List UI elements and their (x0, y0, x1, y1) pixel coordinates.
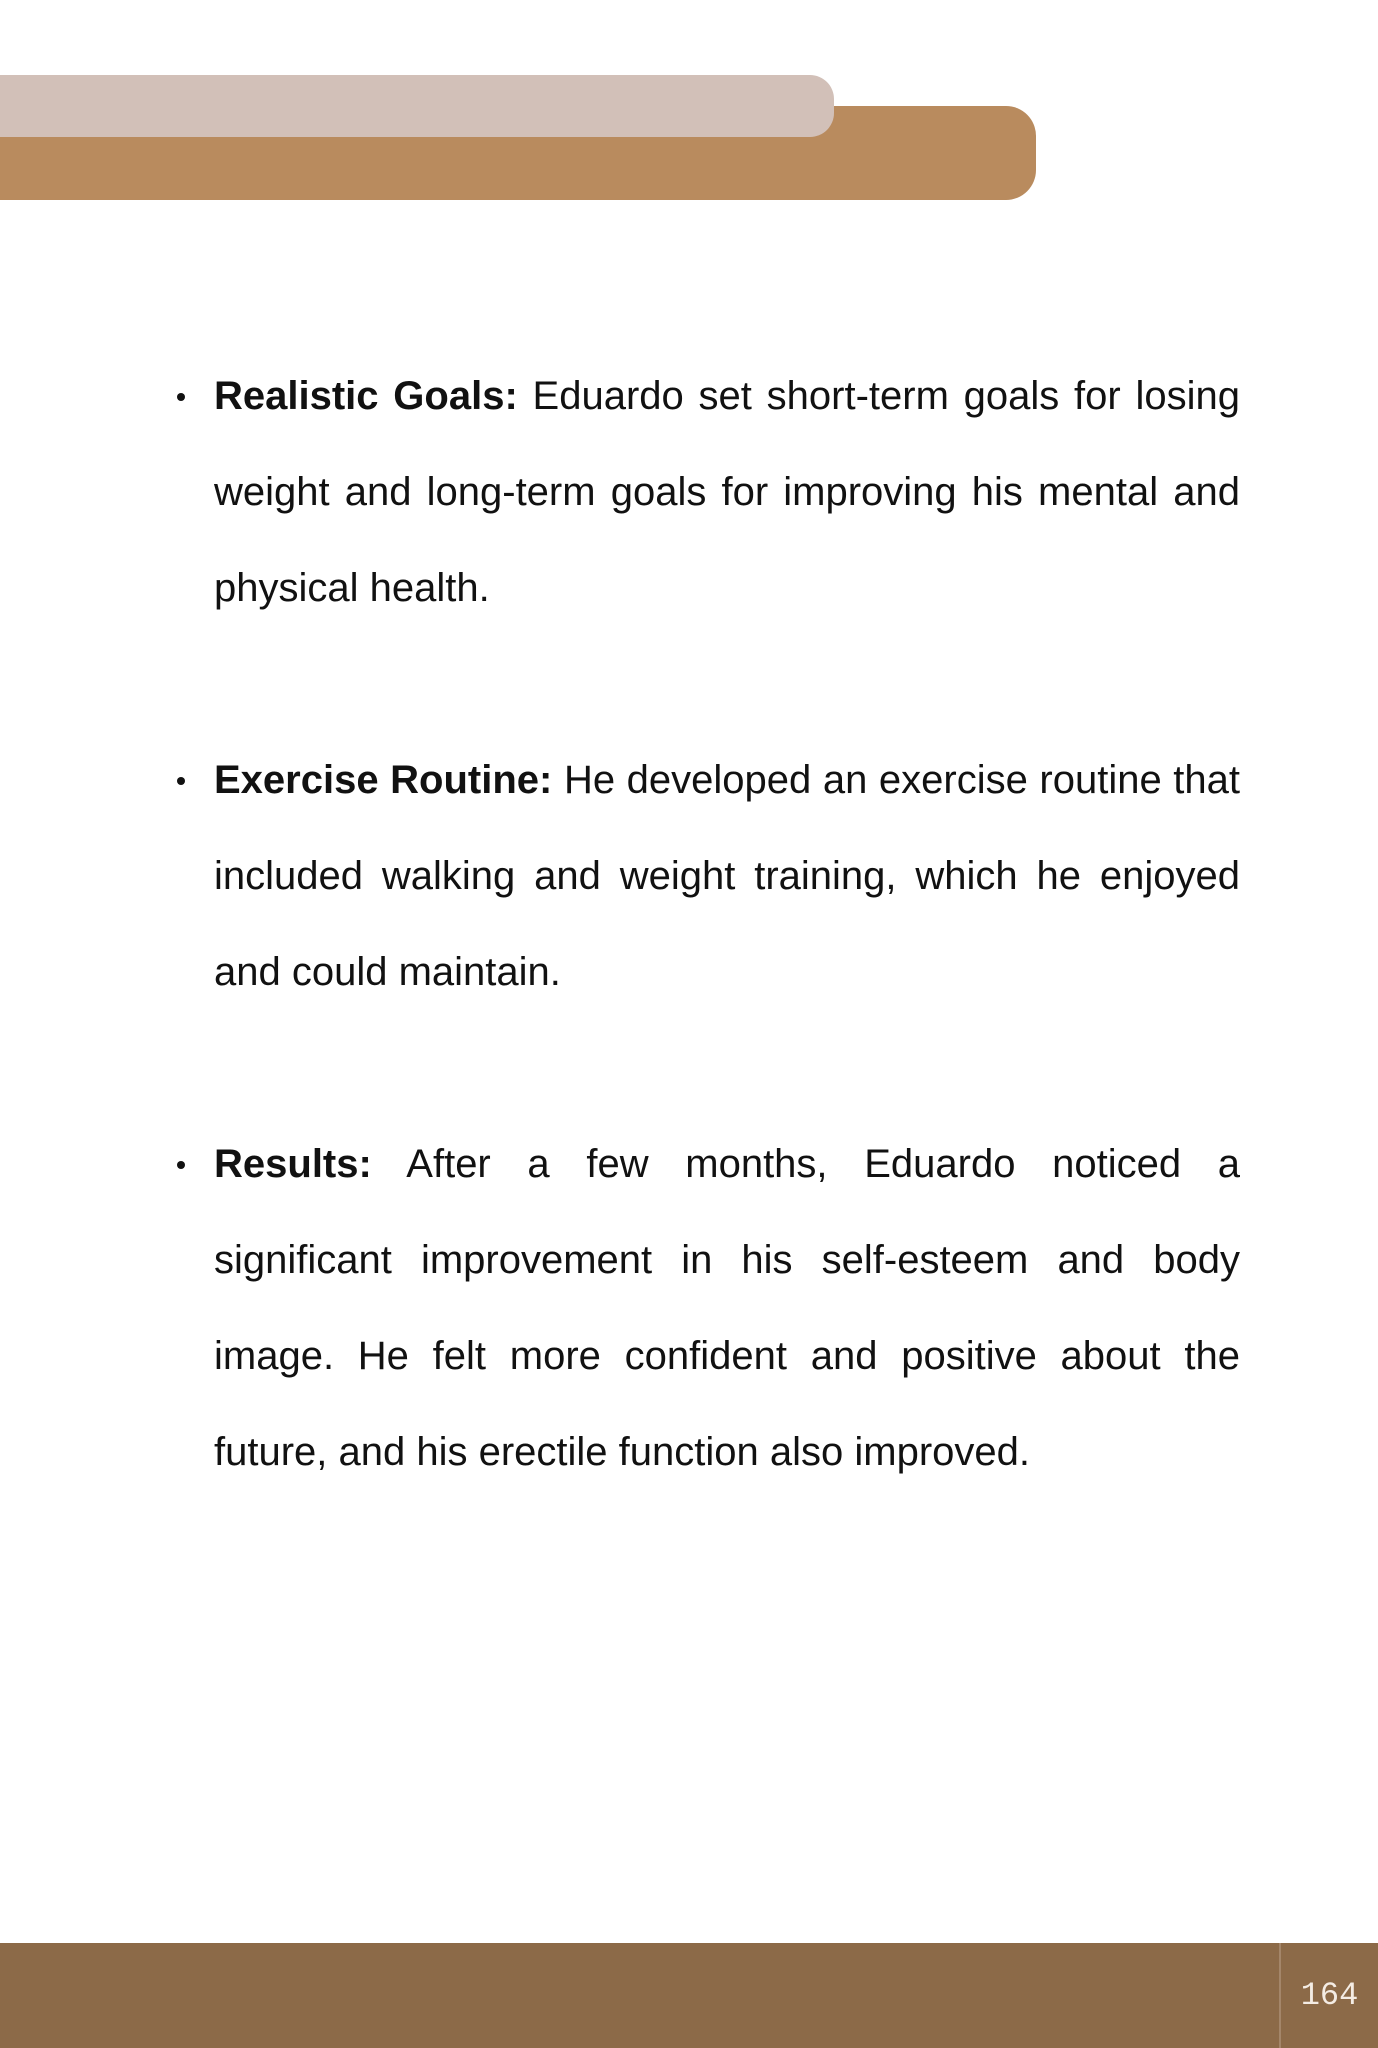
page-content (174, 348, 1240, 1596)
list-item-realistic-goals (174, 348, 1240, 636)
bullet-dot-icon (177, 393, 185, 401)
bullet-text: After a few months, Eduardo noticed a significant improvement in his self-esteem and body image. He felt more confident and positive about the future, and his erectile function also improved. (214, 1142, 1241, 1474)
bullet-list (174, 348, 1240, 1500)
bullet-term: Exercise Routine: (214, 758, 553, 802)
bullet-term: Realistic Goals: (214, 374, 518, 418)
header-accent-bar-front (0, 75, 834, 137)
list-item-results (174, 1116, 1240, 1500)
page-number-box (1279, 1943, 1378, 2048)
page-number: 164 (1300, 1977, 1359, 2014)
bullet-text: He developed an exercise routine that included walking and weight training, which he enjoyed and could maintain. (214, 758, 1240, 994)
list-item-exercise-routine (174, 732, 1240, 1020)
page-footer (0, 1943, 1378, 2048)
bullet-text: Eduardo set short-term goals for losing weight and long-term goals for improving his mental and physical health. (214, 374, 1240, 610)
bullet-term: Results: (214, 1142, 372, 1186)
bullet-dot-icon (177, 1161, 185, 1169)
bullet-dot-icon (177, 777, 185, 785)
